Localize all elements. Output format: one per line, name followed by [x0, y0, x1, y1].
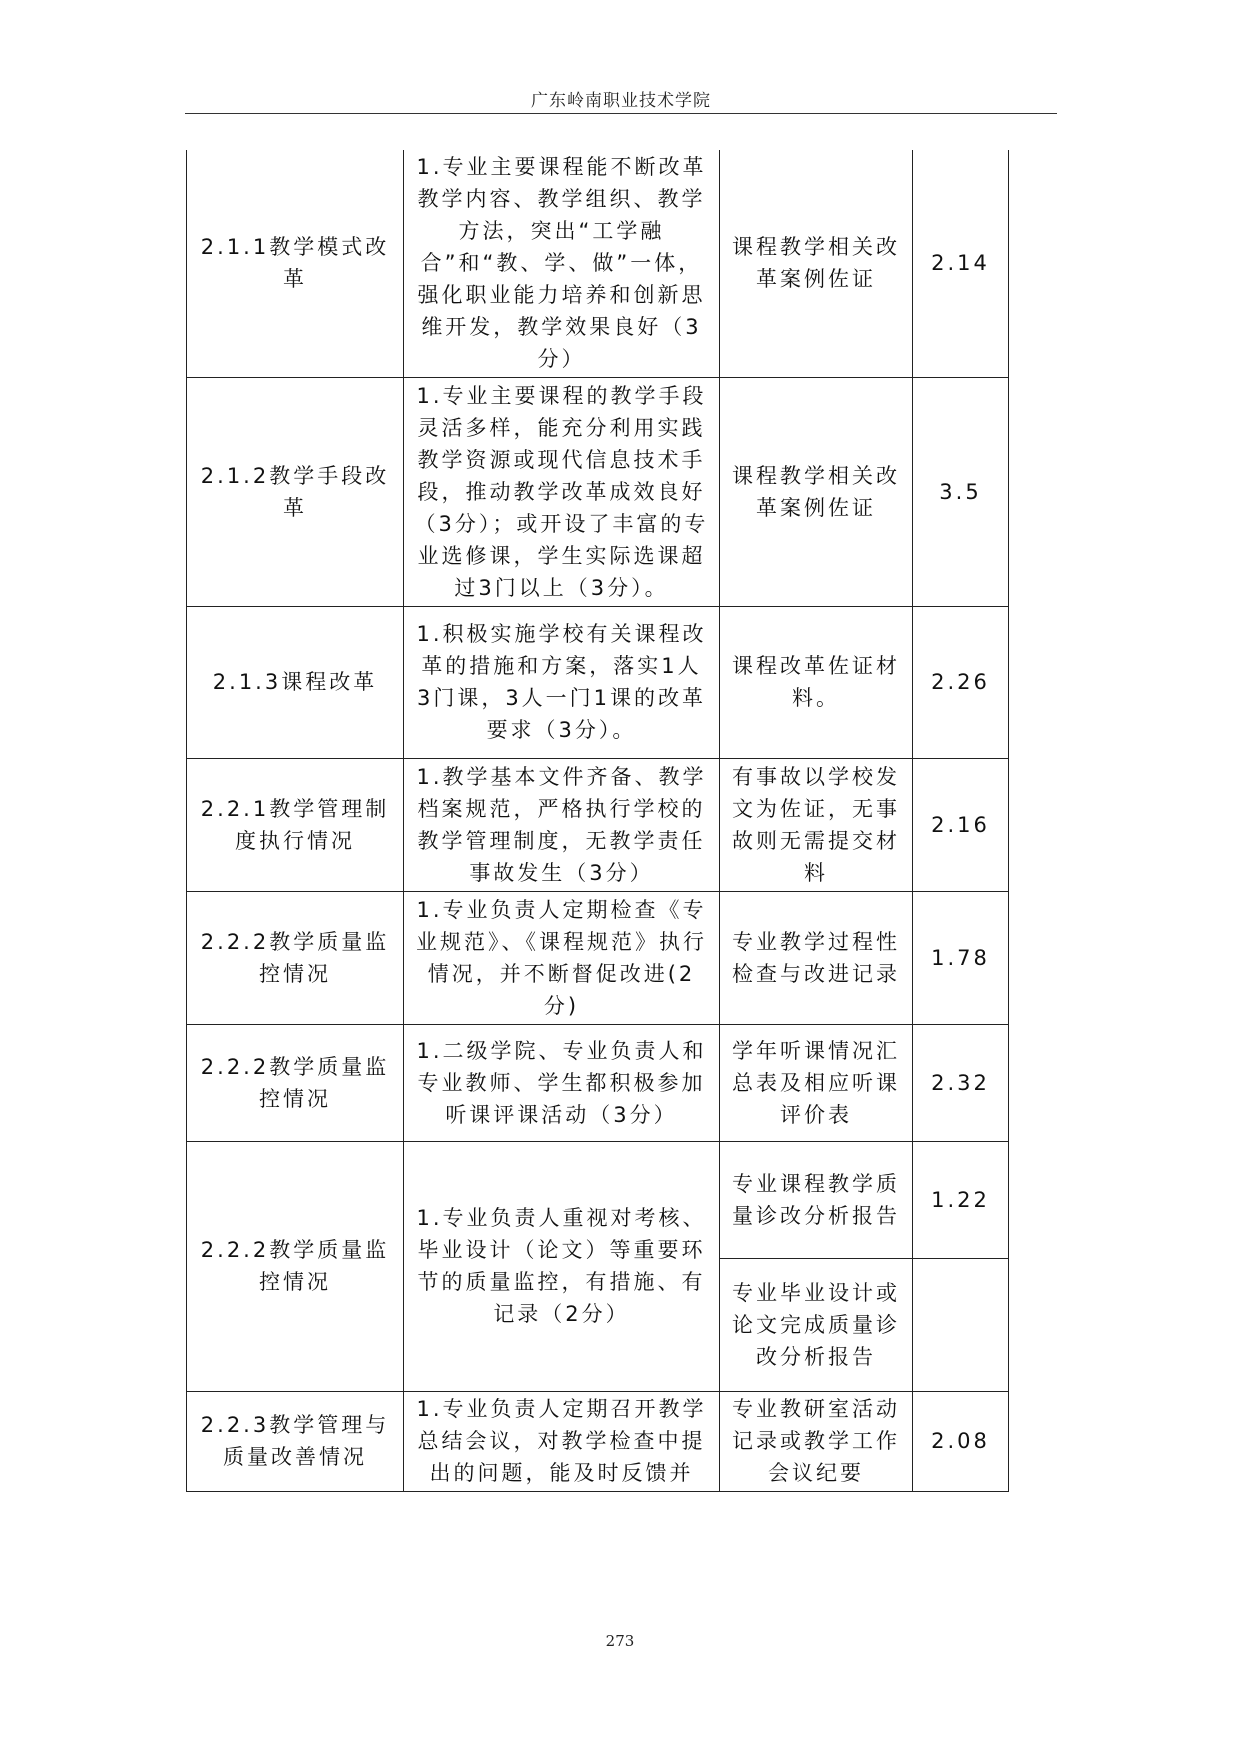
item-cell: 2.1.2教学手段改革 [187, 377, 404, 606]
score-cell: 2.32 [913, 1024, 1009, 1141]
evidence-cell: 专业教学过程性检查与改进记录 [720, 891, 913, 1024]
evidence-cell: 专业教研室活动记录或教学工作会议纪要 [720, 1391, 913, 1491]
item-cell: 2.1.3课程改革 [187, 606, 404, 758]
score-cell [913, 1258, 1009, 1391]
standard-cell: 1.教学基本文件齐备、教学档案规范，严格执行学校的教学管理制度，无教学责任事故发生（3分） [404, 758, 720, 891]
standard-cell: 1.二级学院、专业负责人和专业教师、学生都积极参加听课评课活动（3分） [404, 1024, 720, 1141]
evidence-cell: 课程教学相关改革案例佐证 [720, 377, 913, 606]
page-header: 广东岭南职业技术学院 [531, 91, 711, 111]
table-row [187, 150, 1009, 377]
score-cell: 2.26 [913, 606, 1009, 758]
item-cell: 2.1.1教学模式改革 [187, 150, 404, 377]
evidence-cell: 课程改革佐证材料。 [720, 606, 913, 758]
score-cell: 2.16 [913, 758, 1009, 891]
evidence-cell: 有事故以学校发文为佐证，无事故则无需提交材料 [720, 758, 913, 891]
item-cell: 2.2.2教学质量监控情况 [187, 1141, 404, 1391]
evidence-cell: 学年听课情况汇总表及相应听课评价表 [720, 1024, 913, 1141]
standard-cell: 1.专业负责人定期召开教学总结会议，对教学检查中提出的问题，能及时反馈并 [404, 1391, 720, 1491]
standard-cell: 1.专业主要课程的教学手段灵活多样，能充分利用实践教学资源或现代信息技术手段，推动教学改革成效良好（3分）；或开设了丰富的专业选修课，学生实际选课超过3门以上（3分）。 [404, 377, 720, 606]
score-cell: 2.14 [913, 150, 1009, 377]
table-row [187, 606, 1009, 758]
table-row [187, 1141, 1009, 1258]
table-row [187, 758, 1009, 891]
item-cell: 2.2.3教学管理与质量改善情况 [187, 1391, 404, 1491]
standard-cell: 1.专业负责人重视对考核、毕业设计（论文）等重要环节的质量监控，有措施、有记录（2分） [404, 1141, 720, 1391]
header-rule [185, 113, 1057, 114]
evaluation-table [186, 150, 1009, 1492]
table-row [187, 891, 1009, 1024]
score-cell: 3.5 [913, 377, 1009, 606]
page-number: 273 [605, 1632, 635, 1650]
table-row [187, 377, 1009, 606]
standard-cell: 1.专业主要课程能不断改革教学内容、教学组织、教学方法，突出“工学融合”和“教、学、做”一体，强化职业能力培养和创新思维开发，教学效果良好（3分） [404, 150, 720, 377]
score-cell: 2.08 [913, 1391, 1009, 1491]
item-cell: 2.2.1教学管理制度执行情况 [187, 758, 404, 891]
score-cell: 1.22 [913, 1141, 1009, 1258]
table-row [187, 1391, 1009, 1491]
evidence-cell: 专业课程教学质量诊改分析报告 [720, 1141, 913, 1258]
item-cell: 2.2.2教学质量监控情况 [187, 1024, 404, 1141]
standard-cell: 1.积极实施学校有关课程改革的措施和方案，落实1人3门课，3人一门1课的改革要求（3分）。 [404, 606, 720, 758]
standard-cell: 1.专业负责人定期检查《专业规范》、《课程规范》执行情况，并不断督促改进(2分) [404, 891, 720, 1024]
item-cell: 2.2.2教学质量监控情况 [187, 891, 404, 1024]
table-row [187, 1024, 1009, 1141]
score-cell: 1.78 [913, 891, 1009, 1024]
evidence-cell: 课程教学相关改革案例佐证 [720, 150, 913, 377]
evidence-cell: 专业毕业设计或论文完成质量诊改分析报告 [720, 1258, 913, 1391]
